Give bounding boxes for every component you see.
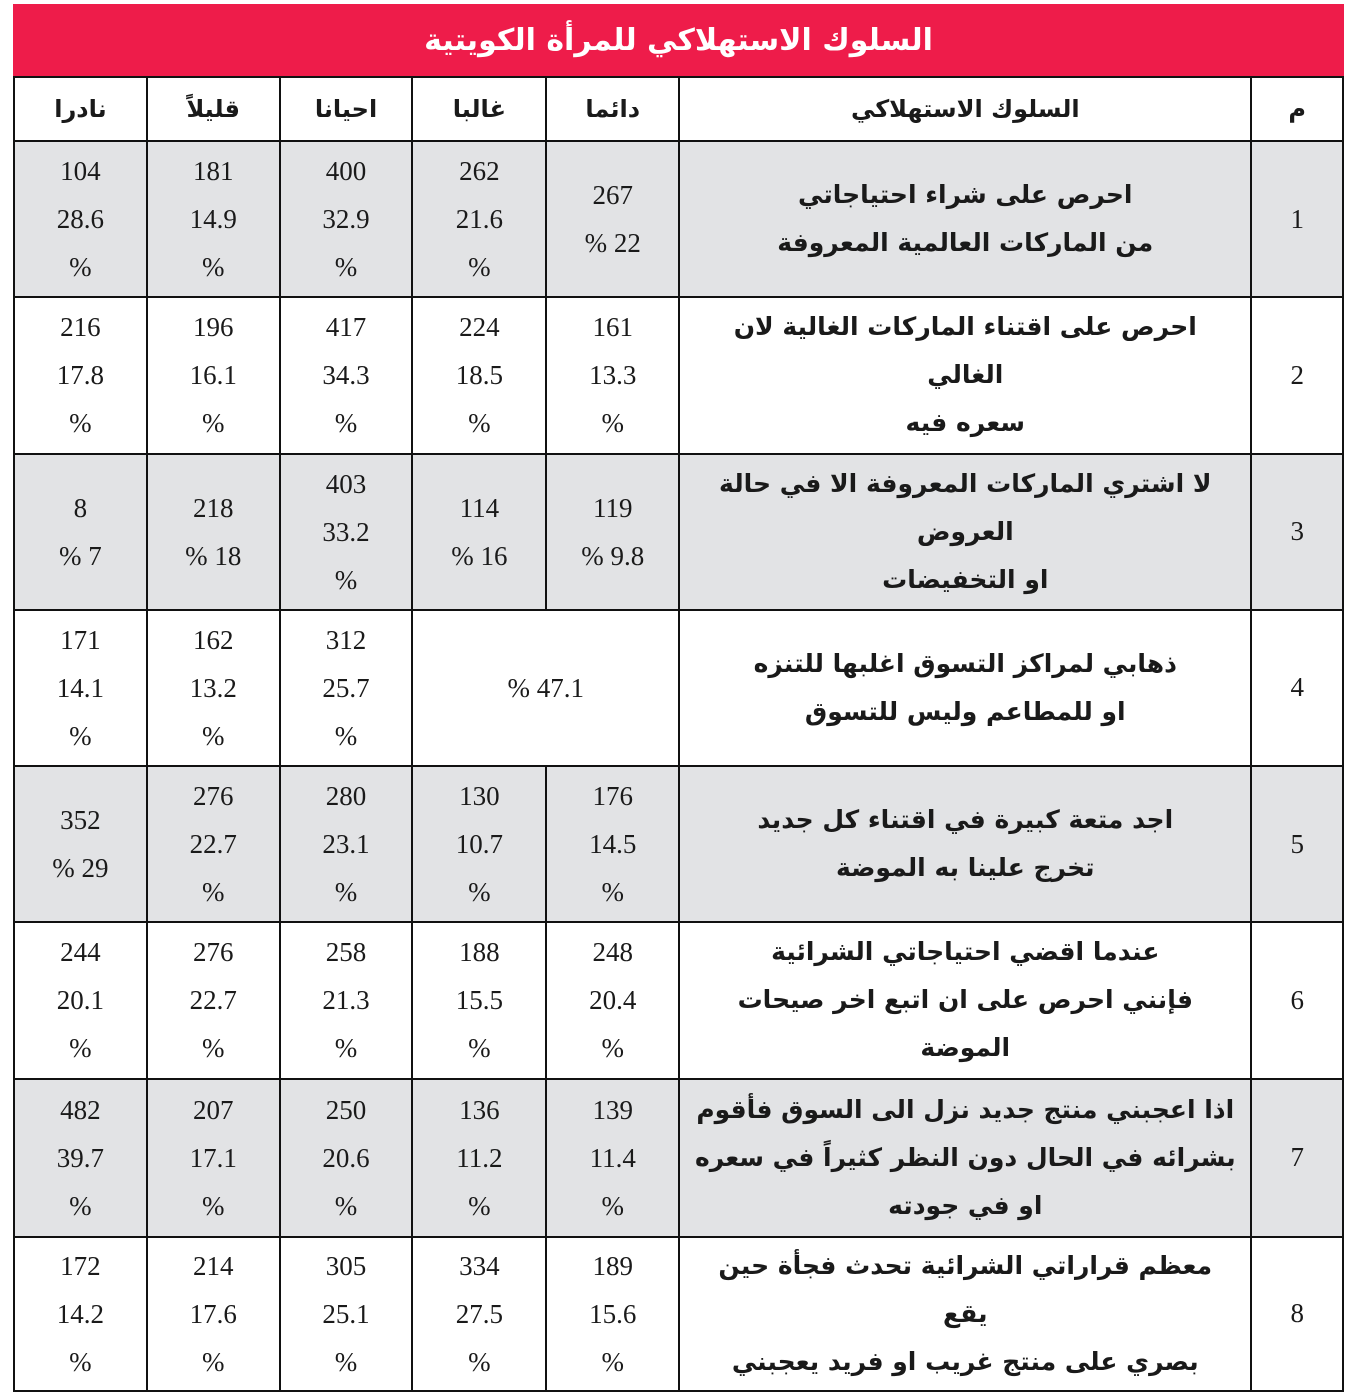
- behavior-line: او للمطاعم وليس للتسوق: [804, 696, 1126, 726]
- cell-always: [546, 1237, 679, 1391]
- cell-often: [412, 766, 546, 922]
- behavior-text: [679, 1079, 1251, 1237]
- cell-rarely: [14, 297, 147, 453]
- count: 312: [325, 624, 367, 655]
- cell-little: [147, 610, 280, 766]
- behavior-line: معظم قراراتي الشرائية تحدث فجأة حين يقع: [718, 1250, 1213, 1328]
- row-index: 3: [1251, 454, 1343, 610]
- percent-sign: %: [334, 1033, 358, 1064]
- cell-little: [147, 766, 280, 922]
- count: 172: [60, 1250, 101, 1281]
- cell-sometimes: [280, 922, 413, 1078]
- behavior-line: بصري على منتج غريب او فريد يعجبني: [731, 1346, 1199, 1376]
- cell-always: [546, 922, 679, 1078]
- percent-value: 15.5: [455, 985, 503, 1016]
- cell-rarely: [14, 922, 147, 1078]
- percent-sign: %: [468, 877, 491, 908]
- percent-value: 17.1: [189, 1142, 237, 1173]
- percent-value: 25.1: [322, 1298, 370, 1329]
- row-index: 8: [1251, 1237, 1343, 1391]
- percent-sign: %: [69, 252, 92, 283]
- percent-sign: %: [468, 408, 491, 439]
- behavior-line: عندما اقضي احتياجاتي الشرائية: [771, 937, 1160, 967]
- count: 250: [325, 1094, 367, 1125]
- percent-value: 14.1: [56, 672, 105, 703]
- percent-sign: %: [334, 877, 358, 908]
- cell-always: [546, 297, 679, 453]
- behavior-line: بشرائه في الحال دون النظر كثيراً في سعره: [694, 1142, 1236, 1172]
- percent-value: 11.4: [589, 1142, 636, 1173]
- cell-rarely: [14, 766, 147, 922]
- count: 352: [60, 805, 101, 836]
- percent-sign: %: [69, 1346, 92, 1377]
- header-behavior: السلوك الاستهلاكي: [679, 77, 1251, 141]
- percent-value: 15.6: [589, 1298, 637, 1329]
- percent-value: 14.9: [189, 204, 237, 235]
- behavior-line: او التخفيضات: [882, 564, 1049, 594]
- behavior-line: او في جودته: [888, 1190, 1043, 1220]
- row-index: 7: [1251, 1079, 1343, 1237]
- percent-value: 17.6: [189, 1298, 237, 1329]
- header-little: قليلاً: [147, 77, 280, 141]
- percent-value: 13.3: [589, 360, 637, 391]
- percent-value: 39.7: [56, 1142, 105, 1173]
- behavior-line: سعره فيه: [905, 408, 1025, 438]
- behavior-line: اجد متعة كبيرة في اقتناء كل جديد: [757, 805, 1174, 835]
- count: 171: [60, 624, 101, 655]
- percent-value: 22.7: [189, 829, 237, 860]
- percent: % 16: [451, 540, 508, 571]
- percent-sign: %: [468, 1190, 491, 1221]
- percent-sign: %: [468, 1033, 491, 1064]
- behavior-line: احرص على شراء احتياجاتي: [798, 180, 1133, 210]
- cell-often: [412, 454, 546, 610]
- percent: % 47.1: [507, 672, 584, 703]
- percent-value: 34.3: [322, 360, 370, 391]
- cell-rarely: [14, 454, 147, 610]
- behavior-text: [679, 1237, 1251, 1391]
- cell-often: [412, 1237, 546, 1391]
- percent-sign: %: [468, 252, 491, 283]
- row-index: 4: [1251, 610, 1343, 766]
- count: 248: [592, 937, 633, 968]
- percent: % 9.8: [581, 540, 645, 571]
- behavior-text: [679, 610, 1251, 766]
- count: 161: [592, 312, 633, 343]
- count: 218: [192, 492, 234, 523]
- percent-sign: %: [601, 877, 624, 908]
- count: 119: [592, 492, 633, 523]
- percent-sign: %: [201, 720, 225, 751]
- count: 176: [592, 781, 633, 812]
- count: 162: [192, 624, 234, 655]
- table-row: [14, 766, 1343, 922]
- cell-rarely: [14, 141, 147, 297]
- behavior-line: فإنني احرص على ان اتبع اخر صيحات الموضة: [737, 985, 1193, 1063]
- count: 139: [592, 1094, 633, 1125]
- table-row: [14, 610, 1343, 766]
- percent-value: 17.8: [56, 360, 105, 391]
- header-often: غالبا: [412, 77, 546, 141]
- percent-value: 14.5: [589, 829, 637, 860]
- cell-little: [147, 297, 280, 453]
- percent: % 7: [59, 540, 102, 571]
- table-row: [14, 454, 1343, 610]
- percent-value: 28.6: [56, 204, 105, 235]
- percent-sign: %: [201, 408, 225, 439]
- cell-always: [546, 766, 679, 922]
- cell-sometimes: [280, 454, 413, 610]
- cell-rarely: [14, 610, 147, 766]
- count: 196: [192, 312, 234, 343]
- count: 280: [325, 781, 367, 812]
- percent: % 18: [185, 540, 242, 571]
- table-row: [14, 297, 1343, 453]
- count: 482: [60, 1094, 101, 1125]
- percent-sign: %: [69, 1190, 92, 1221]
- percent: % 29: [52, 853, 109, 884]
- percent-sign: %: [334, 408, 358, 439]
- percent-value: 20.4: [589, 985, 637, 1016]
- percent-sign: %: [201, 1346, 225, 1377]
- cell-always: [546, 1079, 679, 1237]
- count: 181: [192, 156, 234, 187]
- behavior-line: لا اشتري الماركات المعروفة الا في حالة العروض: [719, 468, 1212, 546]
- count: 258: [325, 937, 367, 968]
- row-index: 5: [1251, 766, 1343, 922]
- count: 400: [325, 156, 367, 187]
- count: 244: [60, 937, 101, 968]
- percent-sign: %: [69, 1033, 92, 1064]
- table-row: [14, 141, 1343, 297]
- behavior-line: تخرج علينا به الموضة: [836, 853, 1095, 883]
- percent-value: 21.6: [455, 204, 503, 235]
- percent-value: 18.5: [455, 360, 503, 391]
- cell-little: [147, 141, 280, 297]
- count: 224: [459, 312, 500, 343]
- behavior-text: [679, 766, 1251, 922]
- percent-value: 20.6: [322, 1142, 370, 1173]
- percent-sign: %: [201, 1190, 225, 1221]
- consumer-behavior-table: [13, 76, 1344, 1392]
- behavior-line: اذا اعجبني منتج جديد نزل الى السوق فأقوم: [696, 1094, 1235, 1124]
- percent-value: 16.1: [189, 360, 237, 391]
- count: 188: [459, 937, 500, 968]
- percent-sign: %: [201, 877, 225, 908]
- percent-sign: %: [334, 564, 358, 595]
- count: 403: [325, 468, 367, 499]
- row-index: 6: [1251, 922, 1343, 1078]
- cell-little: [147, 1079, 280, 1237]
- cell-sometimes: [280, 766, 413, 922]
- cell-often: [412, 141, 546, 297]
- behavior-line: ذهابي لمراكز التسوق اغلبها للتنزه: [753, 648, 1177, 678]
- percent-sign: %: [601, 1346, 624, 1377]
- percent-value: 14.2: [56, 1298, 105, 1329]
- percent-sign: %: [334, 1190, 358, 1221]
- table-row: [14, 922, 1343, 1078]
- cell-sometimes: [280, 297, 413, 453]
- percent-sign: %: [201, 252, 225, 283]
- table-row: [14, 1237, 1343, 1391]
- count: 207: [192, 1094, 234, 1125]
- table-row: [14, 1079, 1343, 1237]
- percent-sign: %: [334, 720, 358, 751]
- count: 214: [192, 1250, 234, 1281]
- behavior-text: [679, 141, 1251, 297]
- table-title: السلوك الاستهلاكي للمرأة الكويتية: [13, 4, 1344, 76]
- count: 216: [60, 312, 101, 343]
- header-index: م: [1251, 77, 1343, 141]
- behavior-line: من الماركات العالمية المعروفة: [777, 228, 1154, 258]
- percent-value: 20.1: [56, 985, 105, 1016]
- percent-sign: %: [334, 252, 358, 283]
- row-index: 1: [1251, 141, 1343, 297]
- behavior-text: [679, 297, 1251, 453]
- behavior-line: احرص على اقتناء الماركات الغالية لان الغالي: [733, 312, 1197, 390]
- cell-always: [546, 141, 679, 297]
- count: 130: [459, 781, 500, 812]
- percent-sign: %: [601, 1033, 624, 1064]
- cell-rarely: [14, 1079, 147, 1237]
- count: 189: [592, 1250, 633, 1281]
- percent-sign: %: [69, 408, 92, 439]
- percent-value: 21.3: [322, 985, 370, 1016]
- cell-little: [147, 1237, 280, 1391]
- count: 334: [459, 1250, 500, 1281]
- count: 267: [592, 180, 633, 211]
- percent: % 22: [584, 228, 641, 259]
- header-row: [14, 77, 1343, 141]
- count: 114: [459, 492, 500, 523]
- header-sometimes: احيانا: [280, 77, 413, 141]
- count: 276: [192, 781, 234, 812]
- percent-value: 10.7: [455, 829, 503, 860]
- header-always: دائما: [546, 77, 679, 141]
- cell-sometimes: [280, 141, 413, 297]
- cell-little: [147, 454, 280, 610]
- cell-often: [412, 922, 546, 1078]
- header-rarely: نادرا: [14, 77, 147, 141]
- behavior-text: [679, 922, 1251, 1078]
- percent-sign: %: [69, 720, 92, 751]
- cell-often: [412, 1079, 546, 1237]
- cell-often: [412, 297, 546, 453]
- consumer-behavior-table-frame: [13, 4, 1344, 1392]
- cell-sometimes: [280, 610, 413, 766]
- percent-sign: %: [601, 1190, 624, 1221]
- cell-sometimes: [280, 1237, 413, 1391]
- count: 262: [459, 156, 500, 187]
- percent-sign: %: [334, 1346, 358, 1377]
- percent-sign: %: [601, 408, 624, 439]
- percent-value: 23.1: [322, 829, 370, 860]
- cell-sometimes: [280, 1079, 413, 1237]
- behavior-text: [679, 454, 1251, 610]
- percent-value: 33.2: [322, 516, 370, 547]
- percent-value: 22.7: [189, 985, 237, 1016]
- count: 104: [60, 156, 101, 187]
- percent-sign: %: [201, 1033, 225, 1064]
- row-index: 2: [1251, 297, 1343, 453]
- count: 136: [459, 1094, 500, 1125]
- percent-value: 32.9: [322, 204, 370, 235]
- count: 276: [192, 937, 234, 968]
- percent-value: 11.2: [456, 1142, 503, 1173]
- count: 305: [325, 1250, 367, 1281]
- cell-always-often-merged: [412, 610, 679, 766]
- cell-always: [546, 454, 679, 610]
- count: 8: [73, 492, 88, 523]
- percent-value: 27.5: [455, 1298, 503, 1329]
- count: 417: [325, 312, 367, 343]
- cell-rarely: [14, 1237, 147, 1391]
- cell-little: [147, 922, 280, 1078]
- percent-value: 25.7: [322, 672, 370, 703]
- percent-sign: %: [468, 1346, 491, 1377]
- percent-value: 13.2: [189, 672, 237, 703]
